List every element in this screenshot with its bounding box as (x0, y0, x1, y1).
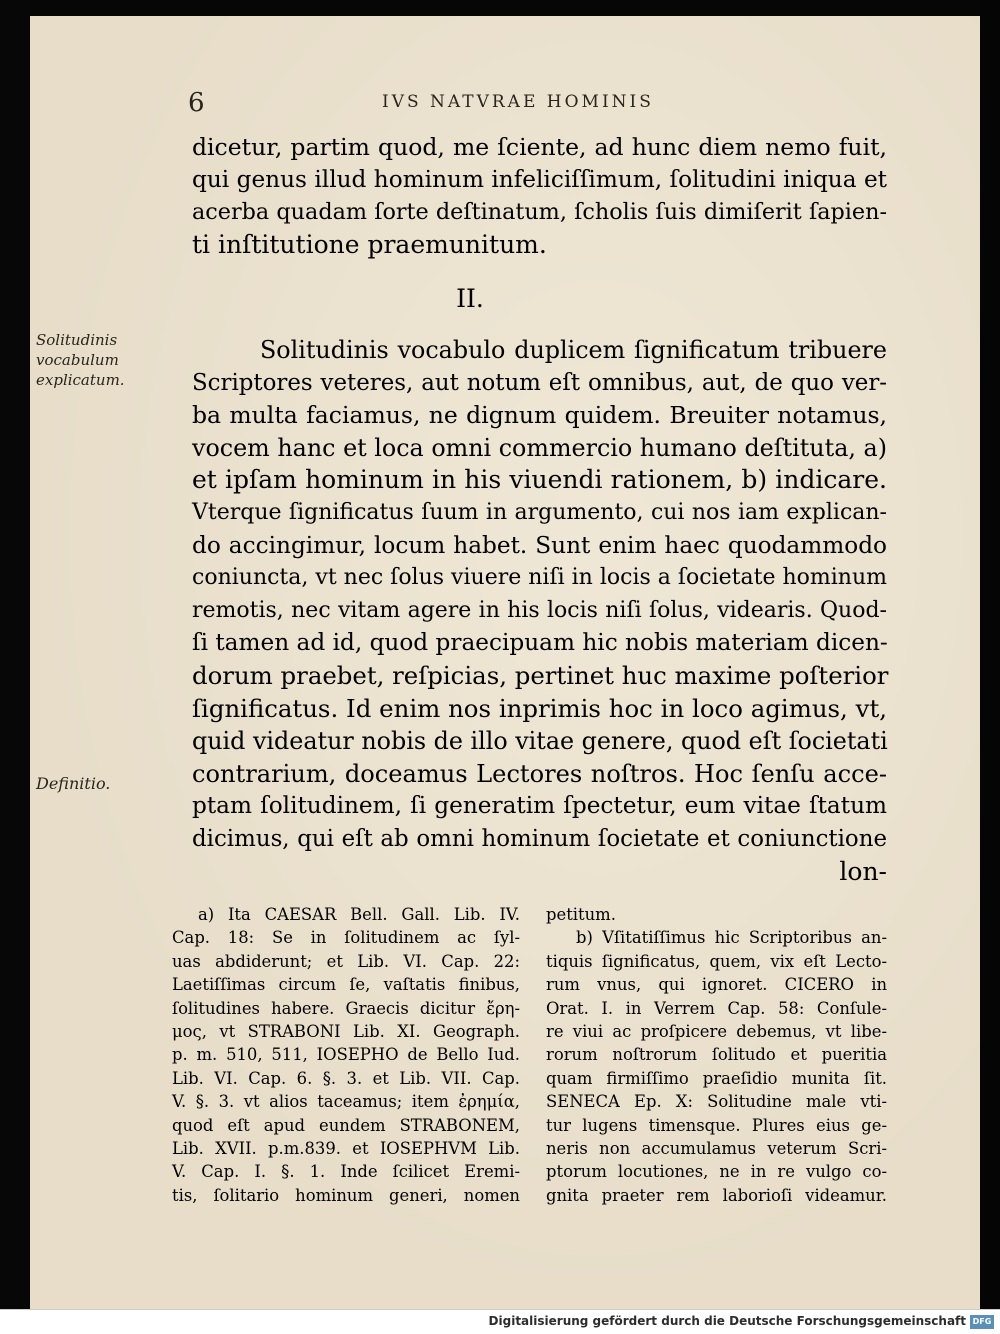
paragraph-line: ſi tamen ad id, quod praecipuam hic nobis materiam dicen- (192, 629, 888, 657)
footnote-a (172, 903, 520, 1207)
footnote-line: b) Vſitatiſſimus hic Scriptoribus an- (576, 928, 887, 948)
scan-frame-top (0, 0, 1000, 16)
paragraph-2 (192, 334, 887, 888)
footnote-line: uas abdiderunt; et Lib. VI. Cap. 22: (172, 951, 520, 971)
paragraph-line: vocem hanc et loca omni commercio humano deſtituta, a) (192, 433, 887, 462)
margin-note-definitio (36, 774, 110, 794)
paragraph-line: ti inſtitutione praemunitum. (192, 229, 547, 259)
paragraph-line: acerba quadam ſorte deſtinatum, ſcholis ſuis dimiſerit ſapien- (192, 199, 887, 226)
footnote-line: neris non accumulamus veterum Scri- (546, 1139, 887, 1159)
running-head: IVS NATVRAE HOMINIS (382, 92, 654, 112)
paragraph-line: coniuncta, vt nec ſolus viuere niſi in locis a ſocietate hominum (192, 565, 887, 591)
margin-note-line: Solitudinis (36, 331, 118, 349)
footnote-line: tis, ſolitario hominum generi, nomen (172, 1185, 520, 1205)
footnote-line: Laetiſſimas circum ſe, vaſtatis finibus, (172, 975, 520, 995)
footnote-line: rorum noſtrorum ſolitudo et pueritia (546, 1045, 887, 1065)
footnote-line: tur lugens timensque. Plures eius ge- (546, 1115, 887, 1135)
dfg-logo-icon: DFG (970, 1315, 994, 1329)
paragraph-line: dicimus, qui eſt ab omni hominum ſocietate et coniunctione (192, 825, 887, 852)
paragraph-line: lon- (839, 856, 887, 886)
margin-note-solitudinis (36, 330, 125, 390)
margin-note-line: explicatum. (36, 371, 125, 389)
paragraph-line: quid videatur nobis de illo vitae genere, quod eſt ſocietati (192, 727, 888, 756)
paragraph-line: Scriptores veteres, aut notum eſt omnibus, aut, de quo ver- (192, 369, 887, 396)
footnote-line: a) Ita CAESAR Bell. Gall. Lib. IV. (198, 905, 520, 924)
paragraph-line: ſignificatus. Id enim nos inprimis hoc in loco agimus, vt, (192, 693, 887, 723)
footnote-b (530, 903, 887, 1207)
section-number-text: II. (456, 284, 484, 313)
footnote-line: SENECA Ep. X: Solitudine male vti- (546, 1092, 887, 1112)
footer-bar (0, 1309, 1000, 1334)
footnote-line: V. §. 3. vt alios taceamus; item ἐρημία, (172, 1092, 520, 1112)
paragraph-1 (192, 131, 887, 261)
page-number: 6 (188, 88, 205, 118)
footnote-line: Orat. I. in Verrem Cap. 58: Conſule- (546, 998, 887, 1018)
paragraph-line: contrarium, doceamus Lectores noſtros. Hoc ſenſu acce- (192, 759, 887, 788)
footnote-line: gnita praeter rem laborioſi videamur. (546, 1185, 887, 1205)
footnote-line: quam firmiſſimo praeſidio munita ſit. (546, 1068, 887, 1088)
paragraph-line: Solitudinis vocabulo duplicem ſignificatum tribuere (260, 336, 887, 364)
footnote-line: ptorum locutiones, ne in re vulgo co- (546, 1162, 887, 1182)
footnote-line: rum vnus, qui ignoret. CICERO in (546, 975, 887, 995)
paragraph-line: et ipſam hominum in his viuendi rationem, b) indicare. (192, 465, 887, 495)
paragraph-line: remotis, nec vitam agere in his locis niſi ſolus, videaris. Quod- (192, 597, 887, 623)
section-number (0, 284, 1000, 313)
footnote-line: ſolitudines habere. Graecis dicitur ἔρη- (172, 998, 520, 1018)
paragraph-line: qui genus illud hominum infeliciſſimum, ſolitudini iniqua et (192, 165, 887, 193)
paragraph-line: dorum praebet, reſpicias, pertinet huc maxime poſterior (192, 660, 889, 690)
margin-note-line: vocabulum (36, 351, 119, 369)
paragraph-line: ptam ſolitudinem, ſi generatim ſpectetur, eum vitae ſtatum (192, 792, 887, 820)
paragraph-line: do accingimur, locum habet. Sunt enim haec quodammodo (192, 531, 887, 559)
footnote-line: V. Cap. I. §. 1. Inde ſcilicet Eremi- (172, 1162, 520, 1182)
footnote-line: p. m. 510, 511, IOSEPHO de Bello Iud. (172, 1045, 520, 1065)
paragraph-line: Vterque ſignificatus ſuum in argumento, cui nos iam explican- (192, 499, 887, 525)
footnote-line: Cap. 18: Se in ſolitudinem ac ſyl- (172, 928, 520, 948)
footnote-line: μος, vt STRABONI Lib. XI. Geograph. (172, 1022, 520, 1042)
scan-frame-left (0, 0, 30, 1310)
footnote-line: Lib. VI. Cap. 6. §. 3. et Lib. VII. Cap. (172, 1068, 520, 1088)
scan-frame-right (980, 0, 1000, 1310)
footnote-line: Lib. XVII. p.m.839. et IOSEPHVM Lib. (172, 1139, 520, 1159)
footnote-line: tiquis ſignificatus, quem, vix eſt Lecto- (546, 951, 887, 971)
paragraph-line: ba multa faciamus, ne dignum quidem. Breuiter notamus, (192, 401, 887, 430)
margin-note-line: Definitio. (36, 774, 111, 793)
paragraph-line: dicetur, partim quod, me ſciente, ad hunc diem nemo fuit, (192, 133, 887, 161)
footer-credit: Digitalisierung gefördert durch die Deutsche Forschungsgemeinschaft (488, 1314, 966, 1328)
footnote-line: re viui ac proſpicere debemus, vt libe- (546, 1022, 887, 1042)
footnote-line: quod eſt apud eundem STRABONEM, (172, 1115, 520, 1135)
footnote-line: petitum. (546, 905, 616, 924)
